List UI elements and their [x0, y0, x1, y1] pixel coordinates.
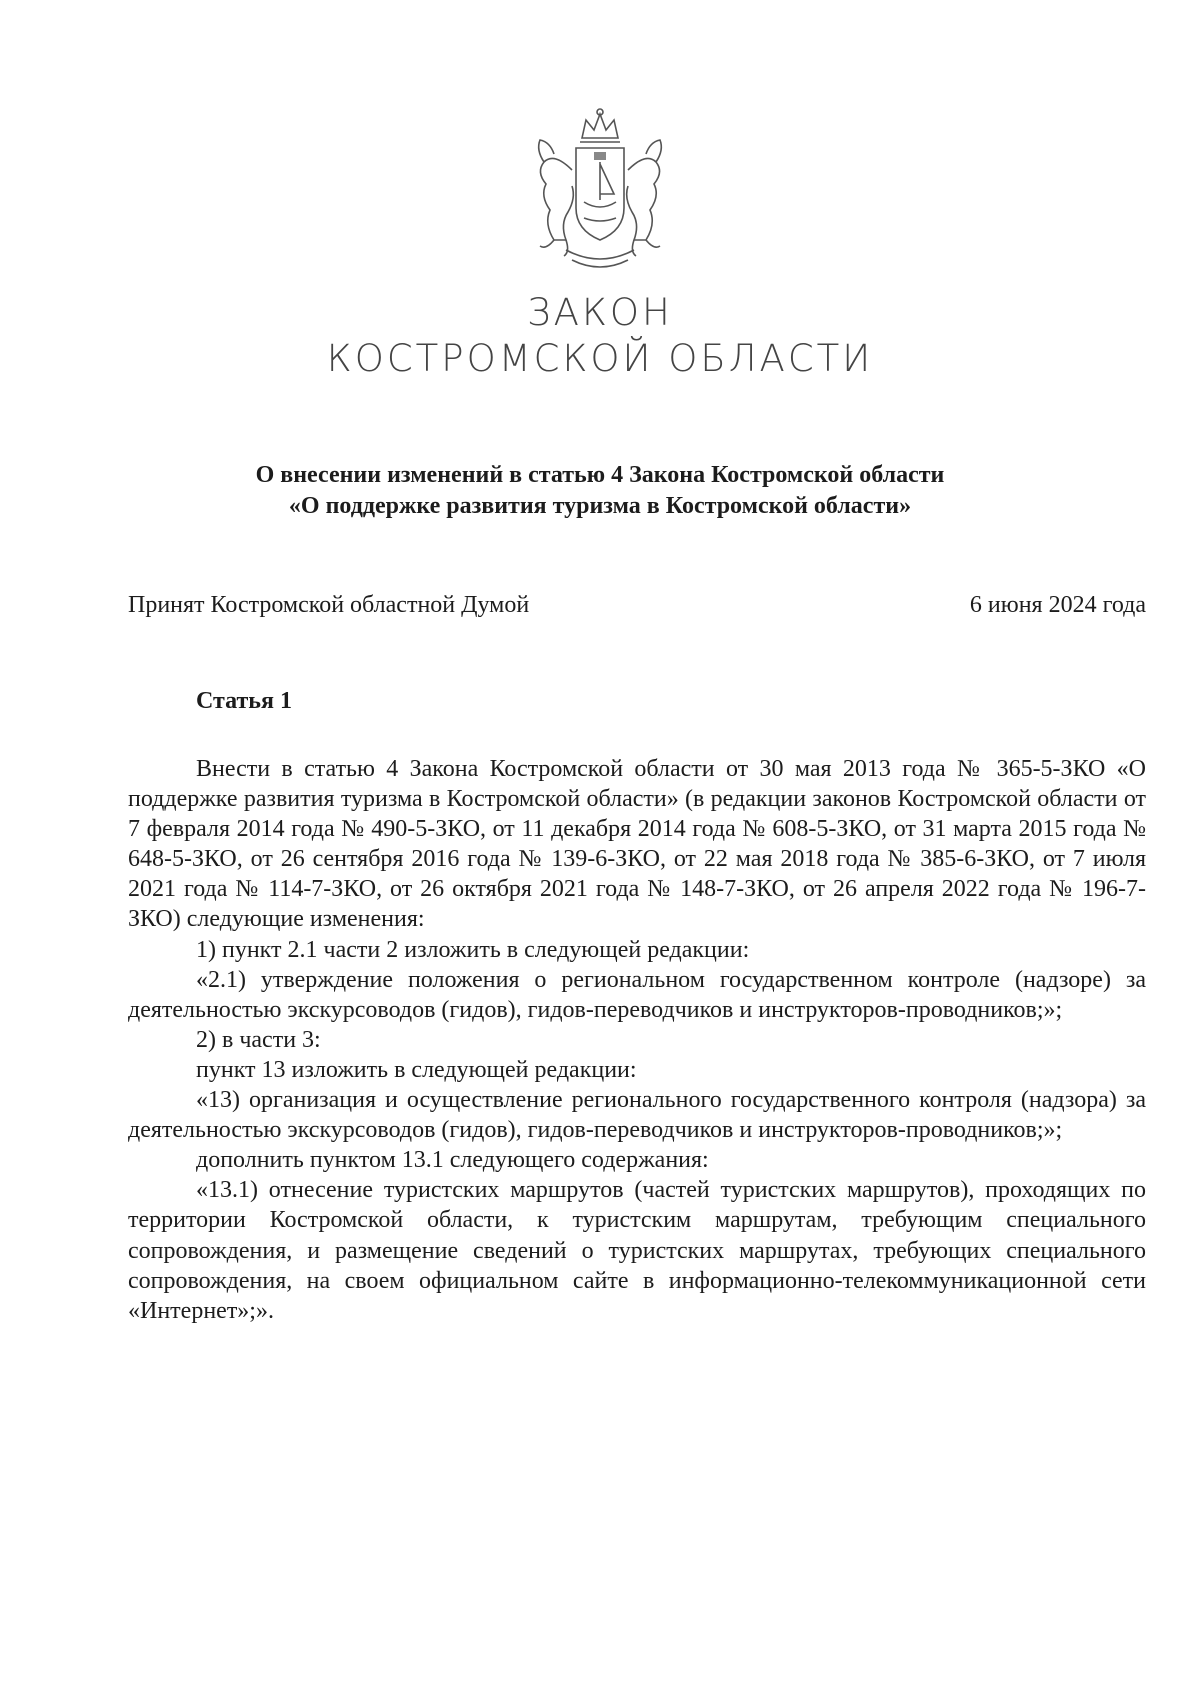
region-title: КОСТРОМСКОЙ ОБЛАСТИ [326, 337, 874, 380]
article-paragraph: Внести в статью 4 Закона Костромской области от 30 мая 2013 года № 365-5-ЗКО «О поддержке развития туризма в Костромской области» (в редакции законов Костромской области от 7 февраля 2014 года № 490-5-ЗКО, от 11 декабря 2014 года № 608-5-ЗКО, от 31 марта 2015 года № 648-5-ЗКО, от 26 сентября 2016 года № 139-6-ЗКО, от 22 мая 2018 года № 385-6-ЗКО, от 7 июля 2021 года № 114-7-ЗКО, от 26 октября 2021 года № 148-7-ЗКО, от 26 апреля 2022 года № 196-7-ЗКО) следующие изменения: [128, 756, 1146, 933]
article-paragraph: 1) пункт 2.1 части 2 изложить в следующей редакции: [196, 936, 750, 963]
law-title: ЗАКОН [527, 291, 673, 334]
document-subtitle [0, 460, 1200, 522]
adoption-line [128, 592, 1146, 619]
article-paragraph: «13.1) отнесение туристских маршрутов (частей туристских маршрутов), проходящих по территории Костромской области, к туристским маршрутам, требующим специального сопровождения, и размещение сведений о туристских маршрутах, требующих специального сопровождения, на своем официальном сайте в информационно-телекоммуникационной сети «Интернет»;». [128, 1177, 1146, 1324]
article-paragraph: дополнить пунктом 13.1 следующего содержания: [196, 1147, 709, 1174]
adopted-by: Принят Костромской областной Думой [128, 592, 530, 618]
subtitle-line: О внесении изменений в статью 4 Закона Костромской области [255, 462, 945, 488]
adoption-date: 6 июня 2024 года [969, 592, 1146, 618]
article-paragraph: пункт 13 изложить в следующей редакции: [196, 1056, 637, 1083]
article-body [128, 754, 1146, 1326]
article-paragraph: «2.1) утверждение положения о региональном государственном контроле (надзоре) за деятельностью экскурсоводов (гидов), гидов-переводчиков и инструкторов-проводников;»; [128, 966, 1146, 1023]
coat-of-arms-icon [510, 100, 690, 280]
subtitle-line: «О поддержке развития туризма в Костромской области» [288, 493, 912, 519]
article-paragraph: 2) в части 3: [196, 1026, 321, 1053]
article-paragraph: «13) организация и осуществление регионального государственного контроля (надзора) за деятельностью экскурсоводов (гидов), гидов-переводчиков и инструкторов-проводников;»; [128, 1087, 1146, 1144]
article-heading: Статья 1 [196, 688, 292, 714]
